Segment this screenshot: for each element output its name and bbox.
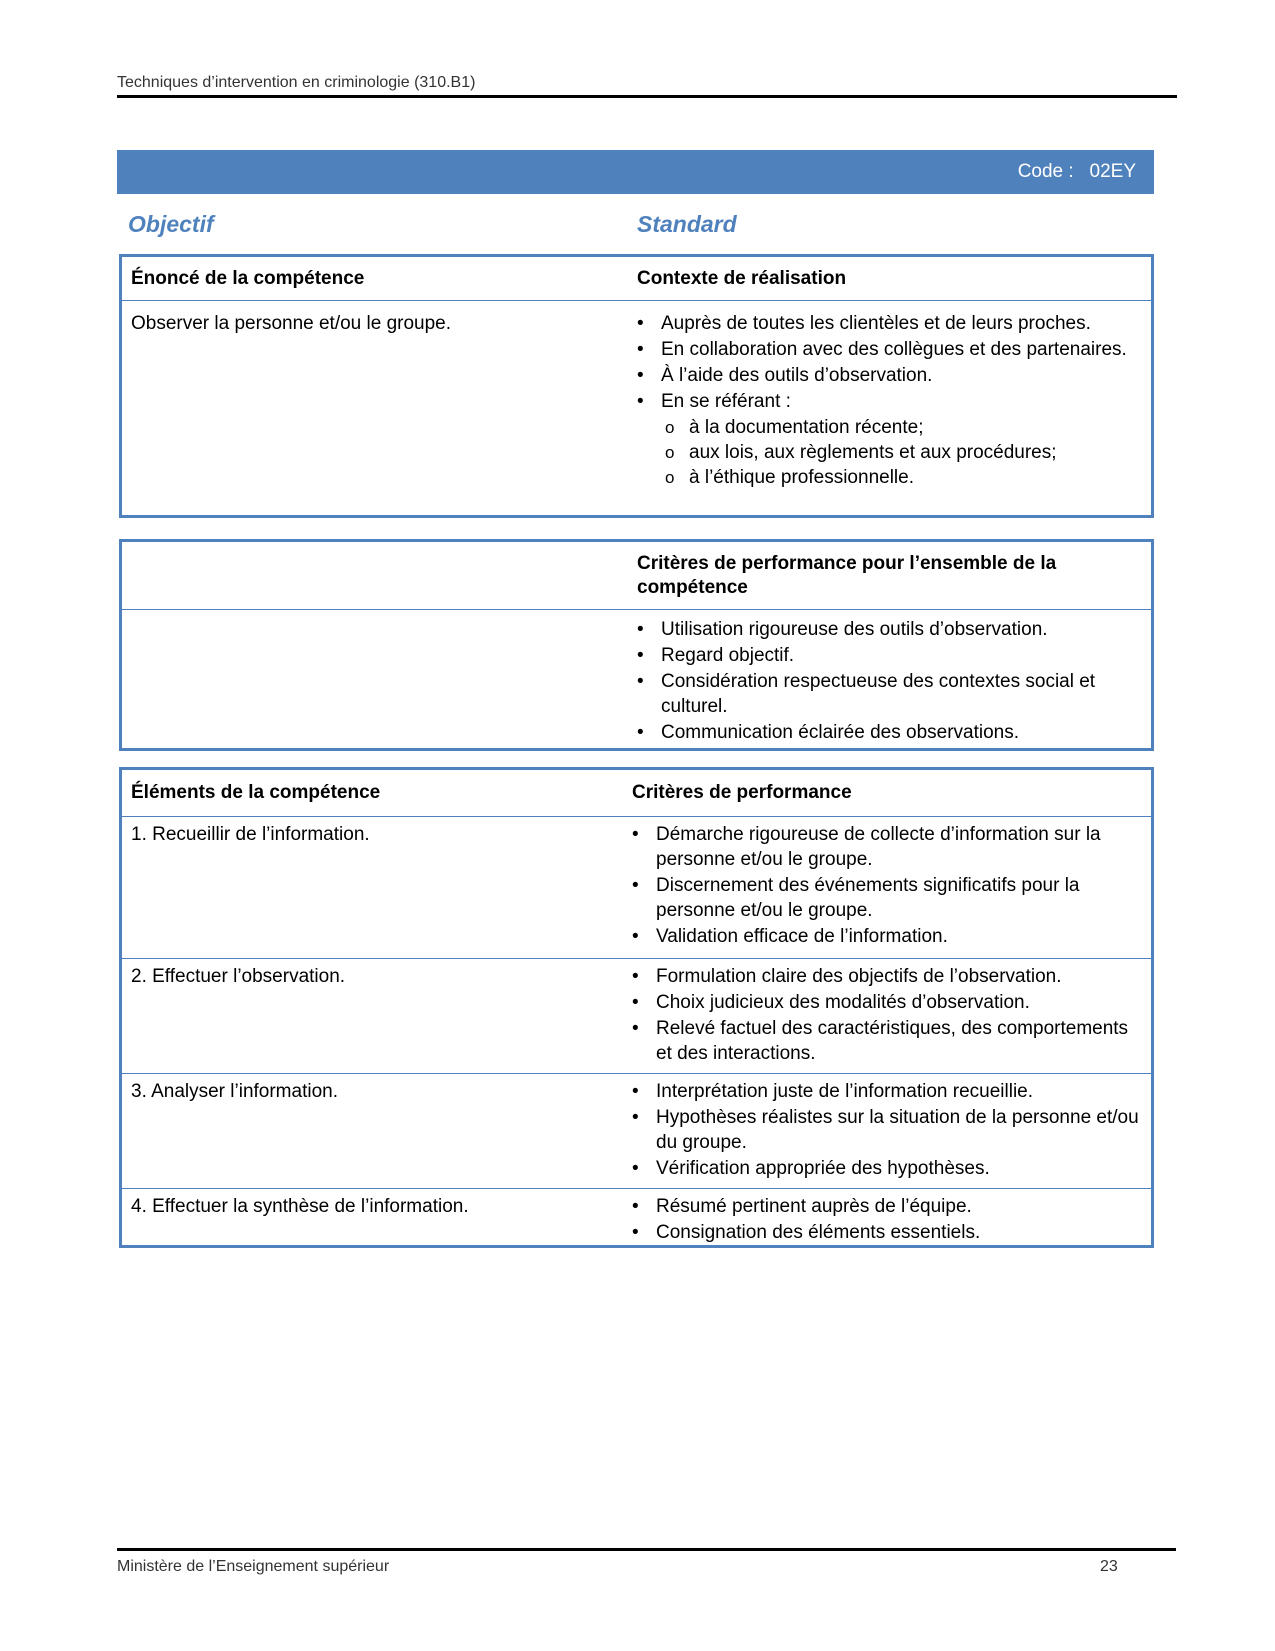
context-list — [637, 311, 1141, 414]
header-rule — [117, 95, 1177, 98]
standard-title: Standard — [637, 211, 737, 237]
element-label: 3. Analyser l’information. — [131, 1081, 338, 1102]
sublist-item: o à l’éthique professionnelle. — [665, 465, 1141, 490]
footer-rule — [117, 1548, 1176, 1551]
sublist-item: o aux lois, aux règlements et aux procédures; — [665, 440, 1141, 465]
sublist-item: o à la documentation récente; — [665, 415, 1141, 440]
list-item: • À l’aide des outils d’observation. — [637, 363, 1141, 388]
context-list-wrap — [637, 311, 1151, 490]
code-bar — [117, 150, 1154, 194]
list-item: • Communication éclairée des observations. — [637, 720, 1141, 745]
criteria-list — [632, 1194, 1141, 1245]
list-item: • Discernement des événements significatifs pour la personne et/ou le groupe. — [632, 873, 1141, 923]
list-item: • Regard objectif. — [637, 643, 1141, 668]
objective-title: Objectif — [128, 211, 214, 237]
table-row — [122, 1074, 1151, 1189]
elements-panel — [119, 767, 1154, 1248]
list-item: • Consignation des éléments essentiels. — [632, 1220, 1141, 1245]
overall-criteria-panel — [119, 539, 1154, 751]
competence-panel-header — [122, 257, 1151, 301]
list-item: • Utilisation rigoureuse des outils d’observation. — [637, 617, 1141, 642]
list-item: • Formulation claire des objectifs de l’observation. — [632, 964, 1141, 989]
element-label: 4. Effectuer la synthèse de l’information. — [131, 1196, 469, 1217]
table-row — [122, 959, 1151, 1074]
criteria-header: Critères de performance — [632, 782, 852, 803]
list-item: • En se référant : — [637, 389, 1141, 414]
list-item: • Auprès de toutes les clientèles et de leurs proches. — [637, 311, 1141, 336]
elements-header: Éléments de la compétence — [131, 782, 381, 803]
list-item: • Validation efficace de l’information. — [632, 924, 1141, 949]
list-item: • Résumé pertinent auprès de l’équipe. — [632, 1194, 1141, 1219]
code-label — [1018, 161, 1136, 183]
competence-panel-body — [122, 301, 1151, 490]
context-sublist — [637, 415, 1141, 490]
page-number: 23 — [1100, 1558, 1118, 1575]
context-header: Contexte de réalisation — [637, 267, 847, 289]
overall-criteria-header: Critères de performance pour l’ensemble de la compétence — [637, 552, 1057, 598]
list-item: • Interprétation juste de l’information recueillie. — [632, 1079, 1141, 1104]
element-label: 1. Recueillir de l’information. — [131, 824, 370, 845]
running-header: Techniques d’intervention en criminologie (310.B1) — [117, 74, 476, 91]
list-item: • Considération respectueuse des contextes social et culturel. — [637, 669, 1141, 719]
table-row — [122, 817, 1151, 959]
criteria-list — [632, 822, 1141, 949]
footer-ministry: Ministère de l’Enseignement supérieur — [117, 1558, 390, 1575]
elements-panel-header — [122, 770, 1151, 817]
list-item: • En collaboration avec des collègues et des partenaires. — [637, 337, 1141, 362]
competence-panel — [119, 254, 1154, 518]
table-row — [122, 1189, 1151, 1246]
criteria-list — [632, 1079, 1141, 1181]
list-item: • Vérification appropriée des hypothèses. — [632, 1156, 1141, 1181]
list-item: • Démarche rigoureuse de collecte d’information sur la personne et/ou le groupe. — [632, 822, 1141, 872]
code-label-text: Code : — [1017, 161, 1074, 182]
competence-statement: Observer la personne et/ou le groupe. — [131, 313, 452, 334]
overall-criteria-list — [637, 617, 1141, 745]
list-item: • Choix judicieux des modalités d’observation. — [632, 990, 1141, 1015]
competence-statement-header: Énoncé de la compétence — [131, 267, 365, 289]
list-item: • Hypothèses réalistes sur la situation de la personne et/ou du groupe. — [632, 1105, 1141, 1155]
element-label: 2. Effectuer l’observation. — [131, 966, 346, 987]
list-item: • Relevé factuel des caractéristiques, des comportements et des interactions. — [632, 1016, 1141, 1066]
overall-criteria-body — [122, 610, 1151, 746]
overall-criteria-header-row — [122, 542, 1151, 610]
code-value: 02EY — [1089, 161, 1136, 182]
criteria-list — [632, 964, 1141, 1066]
